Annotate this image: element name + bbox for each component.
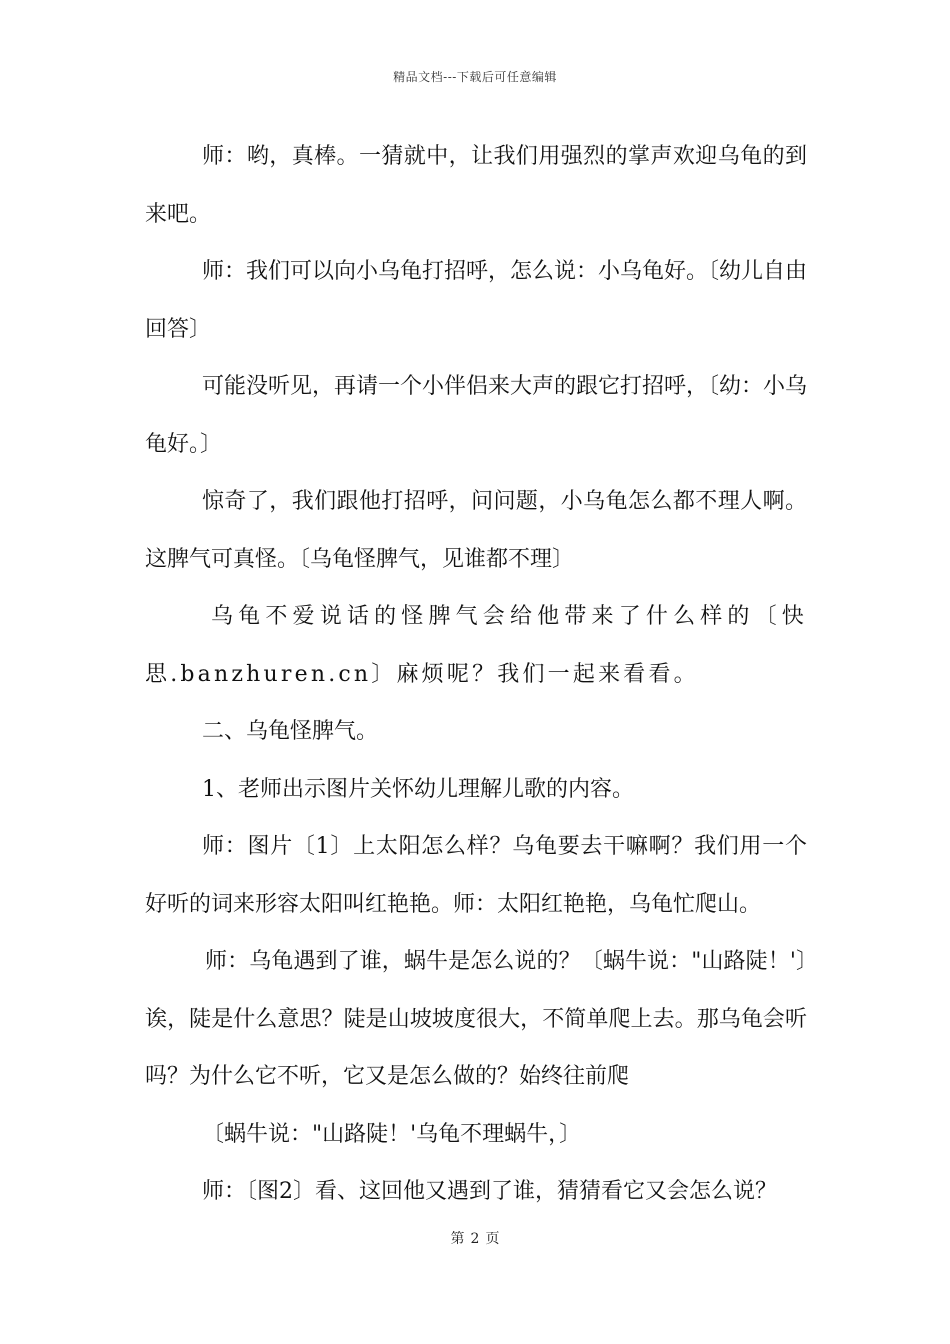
page-number: 2: [470, 1231, 480, 1247]
paragraph: 1、老师出示图片关怀幼儿理解儿歌的内容。: [202, 776, 634, 802]
paragraph: 乌龟不爱说话的怪脾气会给他带来了什么样的〔快思.banzhuren.cn〕麻烦呢？我们一起来看看。: [145, 604, 807, 687]
page-prefix: 第: [450, 1231, 465, 1247]
page-suffix: 页: [485, 1231, 500, 1247]
paragraph: 惊奇了，我们跟他打招呼，问问题，小乌龟怎么都不理人啊。这脾气可真怪。〔乌龟怪脾气，见谁都不理〕: [145, 489, 807, 572]
page-header: 精品文档---下载后可任意编辑: [393, 70, 557, 84]
paragraph: 可能没听见，再请一个小伴侣来大声的跟它打招呼，〔幼：小乌龟好。〕: [145, 374, 808, 457]
page-footer: [0, 1228, 950, 1248]
paragraph: 师：我们可以向小乌龟打招呼，怎么说：小乌龟好。〔幼儿自由回答〕: [145, 259, 808, 342]
paragraph: 〔蜗牛说："山路陡！'乌龟不理蜗牛，〕: [202, 1121, 582, 1147]
section-heading: 二、乌龟怪脾气。: [202, 719, 379, 744]
document-body: [145, 128, 807, 1221]
paragraph: 师：〔图2〕看、这回他又遇到了谁，猜猜看它又会怎么说？: [202, 1179, 777, 1204]
paragraph: 师：乌龟遇到了谁，蜗牛是怎么说的？〔蜗牛说："山路陡！'〕诶，陡是什么意思？陡是山坡坡度很大，不简单爬上去。那乌龟会听吗？为什么它不听，它又是怎么做的？始终往前爬: [145, 949, 807, 1089]
paragraph: 师：图片〔1〕上太阳怎么样？乌龟要去干嘛啊？我们用一个好听的词来形容太阳叫红艳艳。师：太阳红艳艳，乌龟忙爬山。: [145, 834, 807, 917]
paragraph: 师：哟，真棒。一猜就中，让我们用强烈的掌声欢迎乌龟的到来吧。: [145, 144, 807, 227]
